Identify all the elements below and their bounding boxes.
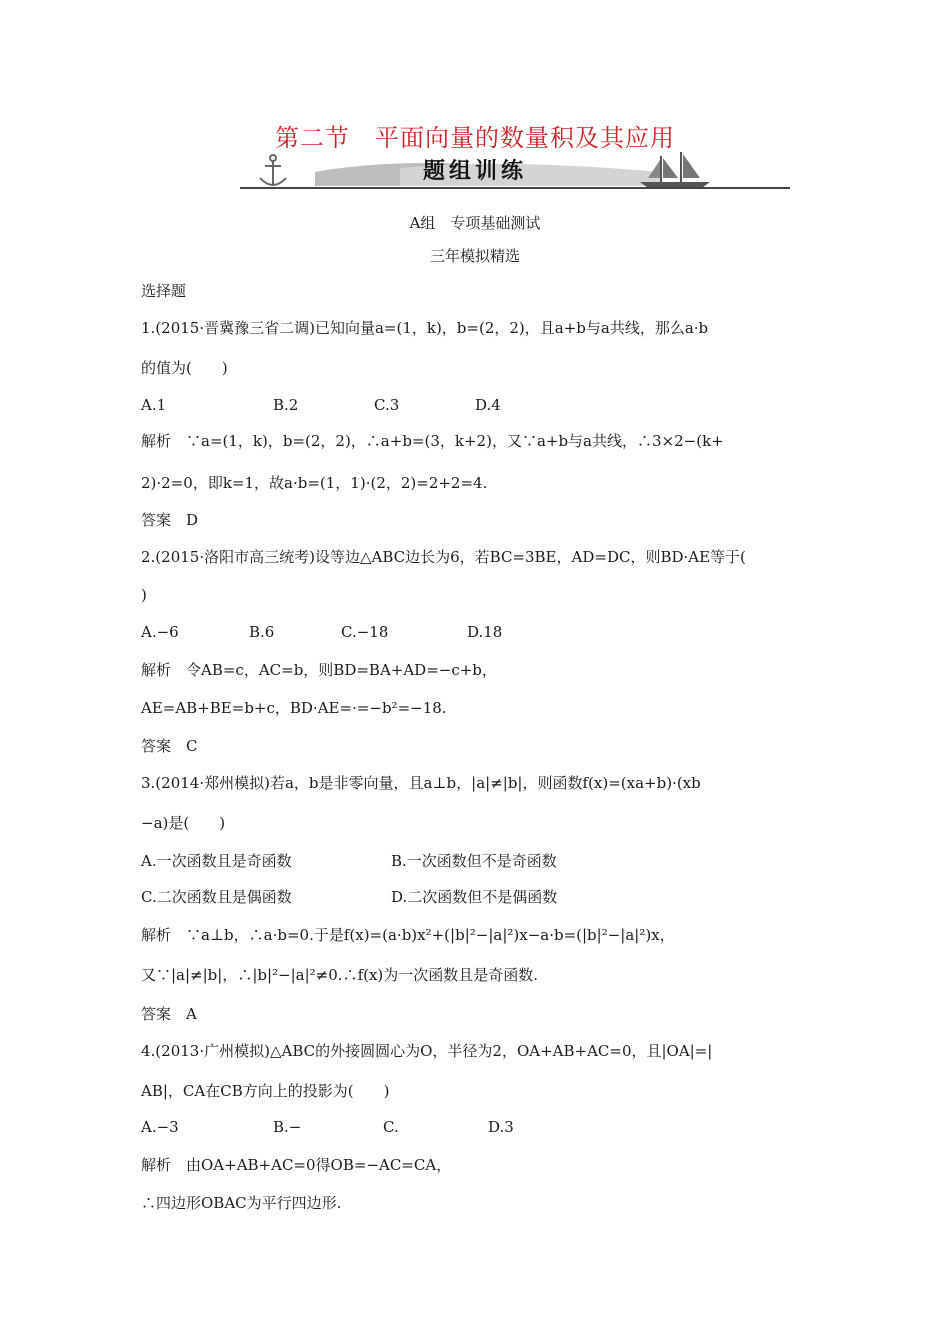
q4-option-d: D.3 (488, 1118, 514, 1136)
q3-stem-line1: 3.(2014·郑州模拟)若a，b是非零向量，且a⊥b，|a|≠|b|，则函数f(x)=(xa+b)·(xb (141, 774, 701, 792)
q2-option-a: A.−6 (141, 623, 179, 641)
q3-answer: 答案 A (141, 1005, 197, 1023)
q2-stem-line2: ) (141, 586, 147, 604)
q4-option-c: C. (383, 1118, 399, 1136)
q4-stem-line1: 4.(2013·广州模拟)△ABC的外接圆圆心为O，半径为2，OA+AB+AC=0，且|OA|=| (141, 1042, 713, 1060)
q4-solution-line1: 解析 由OA+AB+AC=0得OB=−AC=CA， (141, 1156, 452, 1174)
q1-option-d: D.4 (475, 396, 501, 414)
q2-solution-line1: 解析 令AB=c，AC=b，则BD=BA+AD=−c+b， (141, 661, 497, 679)
group-title: A组 专项基础测试 (409, 214, 541, 232)
q3-solution-line1: 解析 ∵a⊥b，∴a·b=0.于是f(x)=(a·b)x²+(|b|²−|a|²)x−a·b=(|b|²−|a|²)x， (141, 926, 675, 944)
q1-option-c: C.3 (374, 396, 400, 414)
q3-option-b: B.一次函数但不是奇函数 (391, 852, 557, 870)
q3-option-a: A.一次函数且是奇函数 (141, 852, 292, 870)
q3-options-row2 (141, 886, 821, 907)
q3-options-row1 (141, 850, 821, 871)
q4-options (141, 1118, 821, 1136)
q2-options (141, 623, 821, 641)
q1-solution-line1: 解析 ∵a=(1，k)，b=(2，2)，∴a+b=(3，k+2)，又∵a+b与a共线，∴3×2−(k+ (141, 432, 724, 450)
subgroup-title: 三年模拟精选 (429, 247, 520, 265)
q1-options (141, 396, 821, 414)
q2-option-c: C.−18 (341, 623, 389, 641)
q3-option-c: C.二次函数且是偶函数 (141, 888, 292, 906)
q3-stem-line2: −a)是( ) (141, 814, 226, 832)
q2-solution-line2: AE=AB+BE=b+c，BD·AE=·=−b²=−18. (141, 699, 447, 717)
section-label: 选择题 (141, 282, 187, 300)
q2-stem-line1: 2.(2015·洛阳市高三统考)设等边△ABC边长为6，若BC=3BE，AD=DC，则BD·AE等于( (141, 548, 746, 566)
q4-option-a: A.−3 (141, 1118, 179, 1136)
q1-stem-line2: 的值为( ) (141, 359, 228, 377)
q4-solution-line2: ∴四边形OBAC为平行四边形. (141, 1194, 342, 1212)
section-title: 第二节 平面向量的数量积及其应用 (275, 124, 675, 152)
q4-stem-line2: AB|，CA在CB方向上的投影为( ) (141, 1082, 390, 1100)
q1-option-a: A.1 (141, 396, 167, 414)
banner-label: 题组训练 (422, 159, 527, 184)
q2-option-b: B.6 (249, 623, 275, 641)
q1-option-b: B.2 (273, 396, 299, 414)
q3-solution-line2: 又∵|a|≠|b|，∴|b|²−|a|²≠0.∴f(x)为一次函数且是奇函数. (141, 966, 539, 984)
q3-option-d: D.二次函数但不是偶函数 (391, 888, 558, 906)
q2-option-d: D.18 (467, 623, 503, 641)
q1-answer: 答案 D (141, 511, 199, 529)
q4-option-b: B.− (273, 1118, 302, 1136)
q1-solution-line2: 2)·2=0，即k=1，故a·b=(1，1)·(2，2)=2+2=4. (141, 474, 488, 492)
q2-answer: 答案 C (141, 737, 198, 755)
q1-stem-line1: 1.(2015·晋冀豫三省二调)已知向量a=(1，k)，b=(2，2)，且a+b与a共线，那么a·b (141, 319, 709, 337)
